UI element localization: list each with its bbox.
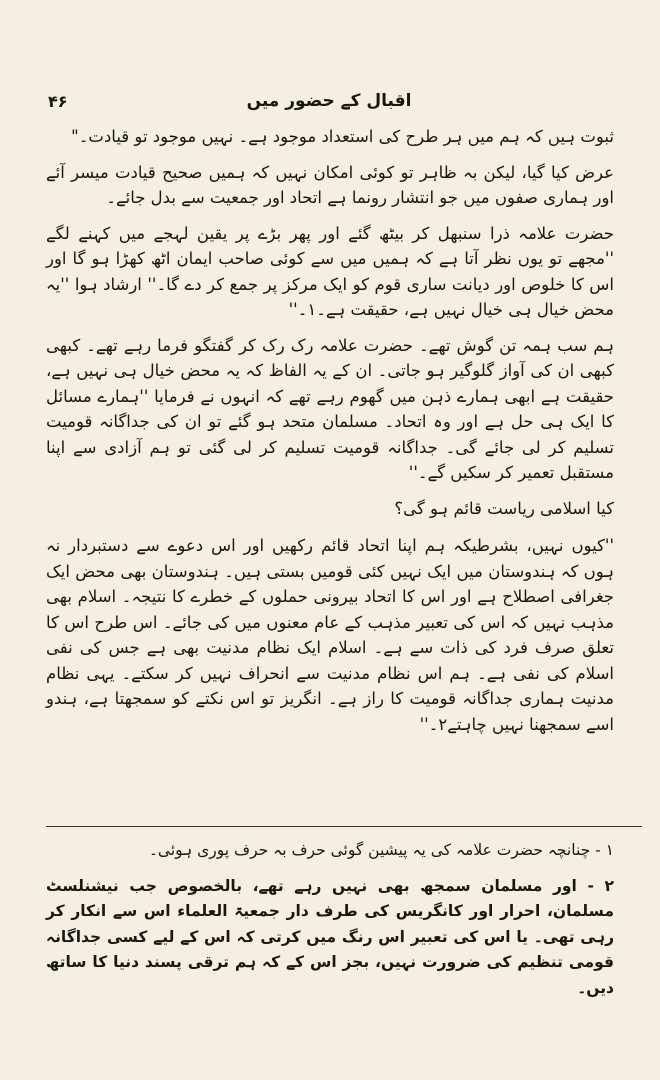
page-number: ۴۶ xyxy=(48,92,68,111)
footnote: ۲ - اور مسلمان سمجھ بھی نہیں رہے تھے، بالخصوص جب نیشنلسٹ مسلمان، احرار اور کانگریس کی طرف دار جمعیۃ العلماء اس سے انکار کر رہی تھی۔ یا اس کی تعبیر اس رنگ میں کرتی کہ اس کے لیے کسی جداگانہ قومی تنظیم کی ضرورت نہیں، بجز اس کے کہ ہم ترقی پسند دنیا کا ساتھ دیں۔ xyxy=(46,876,614,997)
question-line: کیا اسلامی ریاست قائم ہو گی؟ xyxy=(394,498,614,518)
footnote: ۱ - چنانچہ حضرت علامہ کی یہ پیشین گوئی حرف بہ حرف پوری ہوئی۔ xyxy=(148,841,614,859)
paragraph: عرض کیا گیا، لیکن بہ ظاہر تو کوئی امکان نہیں کہ ہمیں صحیح قیادت میسر آئے اور ہماری صفوں میں جو انتشار رونما ہے اتحاد اور جمعیت سے بدل جائے۔ xyxy=(46,162,614,207)
running-title: اقبال کے حضور میں xyxy=(246,91,412,111)
paragraph: ثبوت ہیں کہ ہم میں ہر طرح کی استعداد موجود ہے۔ نہیں موجود تو قیادت۔" xyxy=(71,127,614,146)
page-header xyxy=(48,88,610,118)
body-text xyxy=(46,124,614,747)
paragraph: ہم سب ہمہ تن گوش تھے۔ حضرت علامہ رک رک کر گفتگو فرما رہے تھے۔ کبھی کبھی ان کی آواز گلوگیر ہو جاتی۔ ان کے یہ الفاظ کہ یہ محض خیال ہی نہیں ہے، حقیقت ہے ابھی ہمارے ذہن میں گھوم رہے تھے کہ انہوں نے فرمایا ''ہمارے مسائل کا ایک ہی حل ہے اور وہ اتحاد۔ مسلمان متحد ہو گئے تو ان کی جداگانہ قومیت تسلیم کر لی جائے گی۔ جداگانہ قومیت تسلیم کر لی گئی تو ہم آزادی سے اپنا مستقبل تعمیر کر سکیں گے۔'' xyxy=(46,335,614,482)
footnote-divider xyxy=(46,826,642,827)
paragraph: ''کیوں نہیں، بشرطیکہ ہم اپنا اتحاد قائم رکھیں اور اس دعوے سے دستبردار نہ ہوں کہ ہندوستان میں ایک نہیں کئی قومیں بستی ہیں۔ ہندوستان بھی محض ایک جغرافی اصطلاح ہے اور اس کا اتحاد بیرونی حملوں کے خطرے کا نتیجہ۔ اسلام بھی مذہب نہیں کہ اس کی تعبیر مذہب کے عام معنوں میں کی جائے۔ اس طرح اس کا تعلق صرف فرد کی ذات سے ہے۔ اسلام ایک نظام مدنیت بھی ہے جس کی نفی اسلام کی نفی ہے۔ ہم اس نظام مدنیت سے انحراف نہیں کر سکتے۔ یہی نظام مدنیت ہماری جداگانہ قومیت کا راز ہے۔ انگریز تو اس نکتے کو سمجھتا ہے، ہندو اسے سمجھنا نہیں چاہتے۲۔'' xyxy=(46,536,614,734)
footnotes xyxy=(46,838,614,1011)
paragraph: حضرت علامہ ذرا سنبھل کر بیٹھ گئے اور پھر بڑے پر یقین لہجے میں کہنے لگے ''مجھے تو یوں نظر آتا ہے کہ ہمیں میں سے کوئی صاحب ایمان اٹھ کھڑا ہو گا اور اس کا خلوص اور دیانت ساری قوم کو ایک مرکز پر جمع کر دے گا۔'' ارشاد ہوا ''یہ محض خیال ہی خیال نہیں ہے، حقیقت ہے۔۱۔'' xyxy=(46,223,614,319)
